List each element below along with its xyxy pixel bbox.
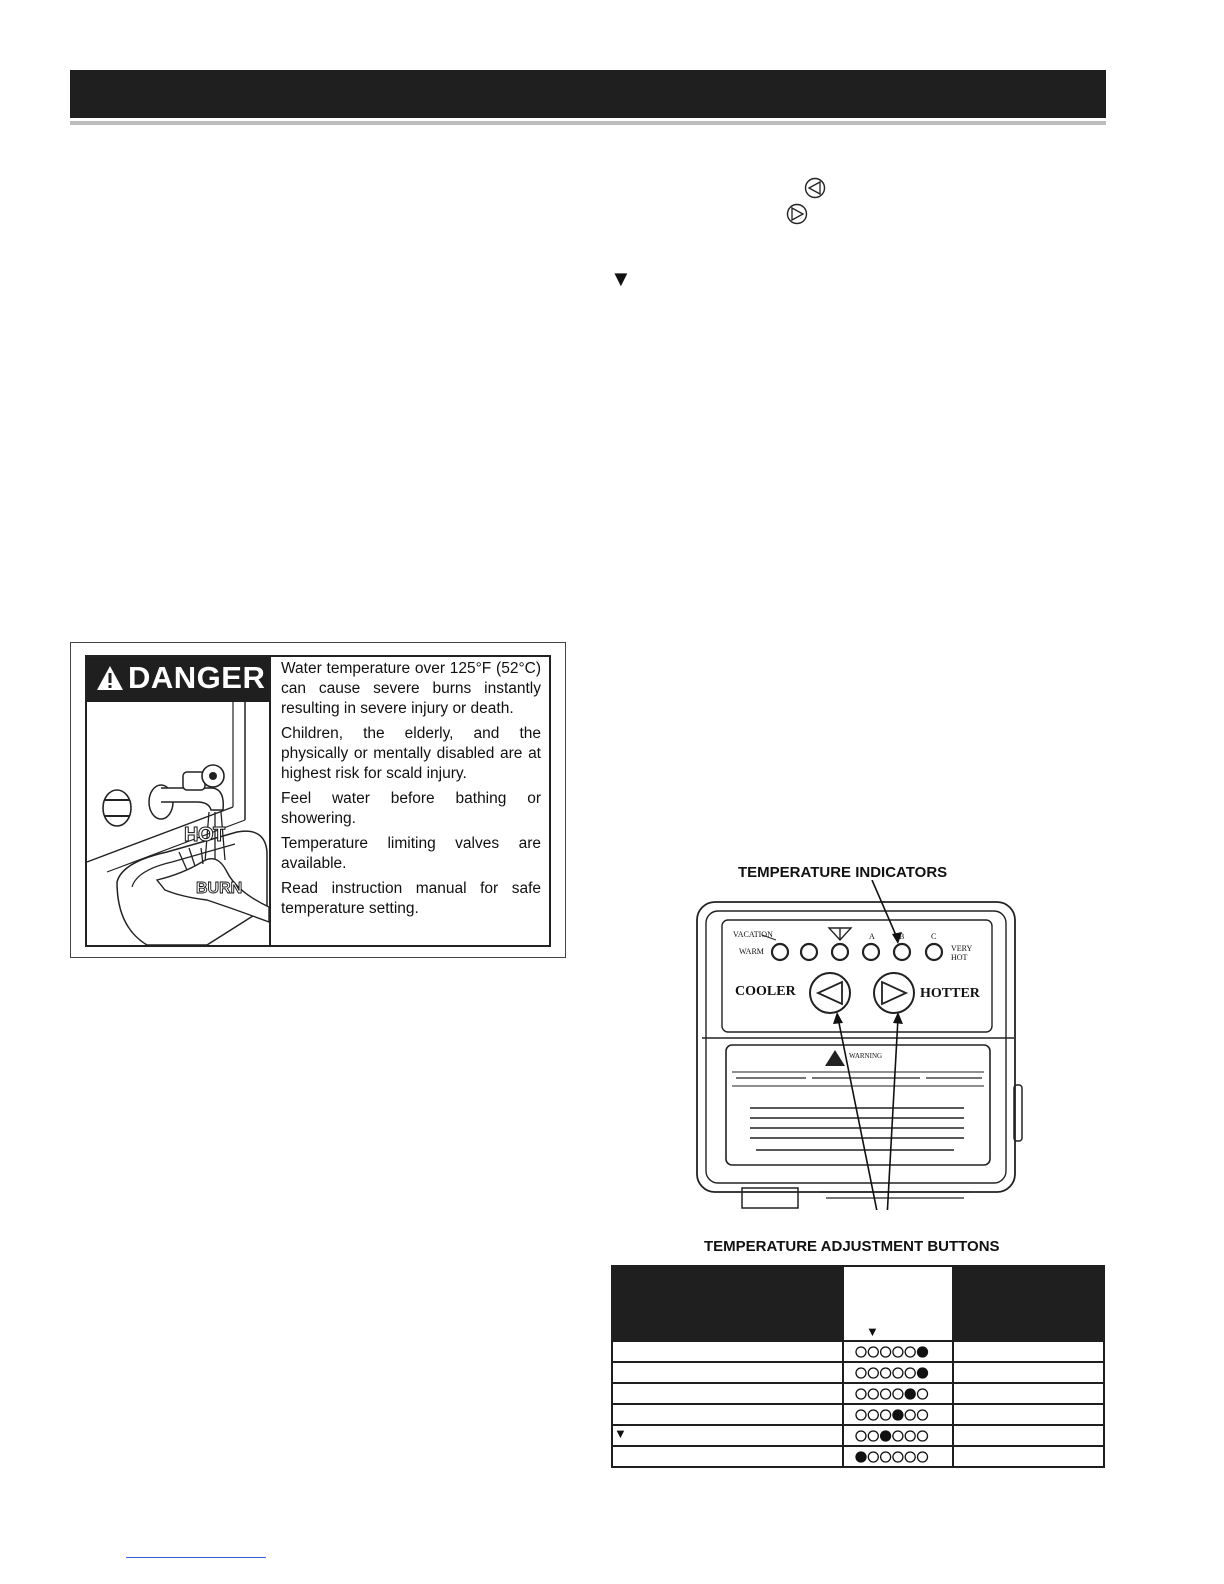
indicator-off xyxy=(868,1389,878,1399)
indicator-lit xyxy=(918,1347,928,1357)
indicator-off xyxy=(918,1431,928,1441)
scald-illustration xyxy=(87,702,269,945)
indicator-off xyxy=(856,1431,866,1441)
danger-paragraph: Temperature limiting valves are available. xyxy=(281,835,541,872)
indicator-pattern xyxy=(854,1429,934,1443)
indicator-lit xyxy=(905,1389,915,1399)
indicator-off xyxy=(881,1389,891,1399)
indicator-off xyxy=(856,1368,866,1378)
indicator-off xyxy=(856,1410,866,1420)
hot-caption: HOT xyxy=(184,824,225,846)
hotter-caption: HOTTER xyxy=(920,986,980,1001)
indicator-off xyxy=(856,1347,866,1357)
footer-link-underline xyxy=(126,1557,266,1558)
indicator-pattern xyxy=(854,1387,934,1401)
indicator-off xyxy=(905,1410,915,1420)
indicator-off xyxy=(881,1410,891,1420)
indicator-off xyxy=(905,1347,915,1357)
row-setting-marker: ▼ xyxy=(614,1426,627,1441)
header-setting-marker: ▼ xyxy=(866,1324,879,1339)
setting-marker: ▼ xyxy=(610,266,632,291)
cooler-button-icon xyxy=(802,177,828,199)
indicator-off xyxy=(893,1347,903,1357)
indicator-off xyxy=(893,1431,903,1441)
indicator-off xyxy=(918,1452,928,1462)
danger-paragraph: Water temperature over 125°F (52°C) can cause severe burns instantly resulting in severe injury or death. xyxy=(281,660,541,717)
indicator-off xyxy=(905,1431,915,1441)
setting-a-caption: A xyxy=(869,932,875,941)
table-row-divider xyxy=(611,1445,1105,1447)
indicator-off xyxy=(918,1410,928,1420)
indicator-pattern xyxy=(854,1366,934,1380)
indicator-off xyxy=(893,1368,903,1378)
danger-paragraph: Children, the elderly, and the physically or mentally disabled are at highest risk for scald injury. xyxy=(281,725,541,782)
warning-triangle-icon xyxy=(95,664,125,692)
indicator-off xyxy=(881,1368,891,1378)
indicator-off xyxy=(881,1452,891,1462)
setting-b-caption: B xyxy=(899,932,905,941)
indicator-off xyxy=(868,1452,878,1462)
indicator-lit xyxy=(881,1431,891,1441)
indicator-off xyxy=(868,1347,878,1357)
indicator-off xyxy=(905,1368,915,1378)
settings-table-column-line xyxy=(952,1265,954,1468)
hot-text: HOT xyxy=(951,953,968,962)
danger-heading: DANGER xyxy=(128,660,266,695)
cooler-caption: COOLER xyxy=(735,984,796,999)
hotter-button-icon xyxy=(784,203,810,225)
indicator-pattern xyxy=(854,1345,934,1359)
indicator-pattern xyxy=(854,1450,934,1464)
indicator-off xyxy=(868,1410,878,1420)
indicator-lit xyxy=(856,1452,866,1462)
danger-paragraph: Read instruction manual for safe temperature setting. xyxy=(281,880,541,917)
indicator-off xyxy=(893,1389,903,1399)
indicator-off xyxy=(893,1452,903,1462)
indicator-off xyxy=(881,1347,891,1357)
indicator-off xyxy=(868,1368,878,1378)
indicator-lit xyxy=(918,1368,928,1378)
header-rule xyxy=(70,121,1106,125)
indicator-off xyxy=(905,1452,915,1462)
indicator-off xyxy=(918,1389,928,1399)
temperature-adjustment-buttons-label: TEMPERATURE ADJUSTMENT BUTTONS xyxy=(704,1238,1000,1255)
table-row-divider xyxy=(611,1424,1105,1426)
very-text: VERY xyxy=(951,944,973,953)
very-hot-caption xyxy=(951,944,972,962)
danger-divider xyxy=(269,657,271,945)
setting-c-caption: C xyxy=(931,932,937,941)
settings-table-column-line xyxy=(842,1265,844,1468)
danger-paragraph: Feel water before bathing or showering. xyxy=(281,790,541,827)
section-header-bar xyxy=(70,70,1106,118)
vacation-caption: VACATION xyxy=(733,930,773,939)
danger-text xyxy=(281,659,541,919)
table-row-divider xyxy=(611,1361,1105,1363)
indicator-pattern xyxy=(854,1408,934,1422)
table-row-divider xyxy=(611,1403,1105,1405)
table-row-divider xyxy=(611,1340,1105,1342)
temperature-indicators-label: TEMPERATURE INDICATORS xyxy=(738,864,948,881)
table-row-divider xyxy=(611,1382,1105,1384)
indicator-off xyxy=(868,1431,878,1441)
indicator-lit xyxy=(893,1410,903,1420)
burn-caption: BURN xyxy=(196,880,243,897)
indicator-off xyxy=(856,1389,866,1399)
warning-caption: WARNING xyxy=(849,1052,883,1060)
warm-caption: WARM xyxy=(739,947,764,956)
